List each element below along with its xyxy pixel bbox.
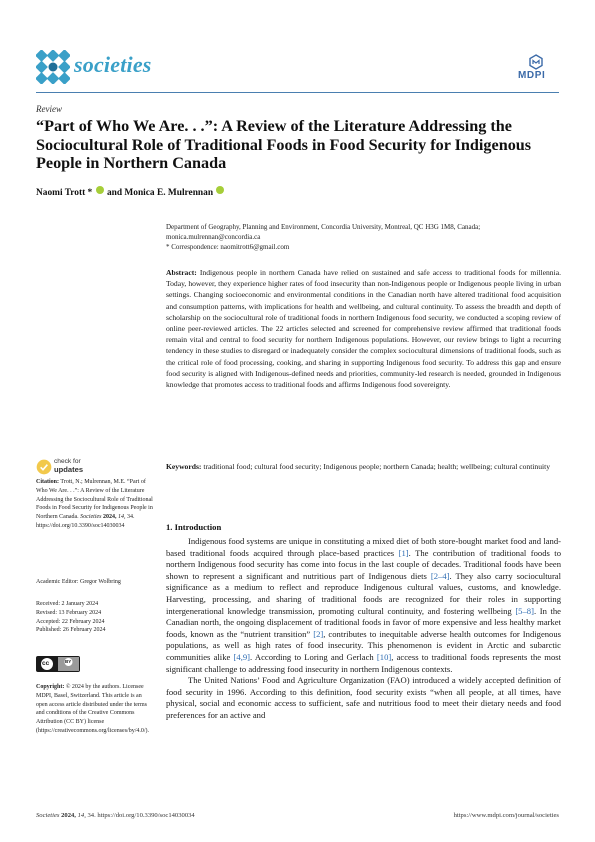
date-published: Published: 26 February 2024 [36, 627, 106, 634]
citation-label: Citation: [36, 479, 59, 485]
section-heading: 1. Introduction [166, 522, 222, 532]
journal-name: societies [74, 52, 152, 77]
keywords-text: traditional food; cultural food security; Indigenous people; northern Canada; health; wellbeing; cultural continuity [203, 462, 551, 471]
author-name[interactable]: Naomi Trott * [36, 188, 93, 198]
check-for-updates-line: check for [54, 458, 81, 465]
citation-journal: Societies [80, 514, 102, 521]
citation-link[interactable]: [4,9] [233, 651, 250, 662]
article-title: “Part of Who We Are. . .”: A Review of the Literature Addressing the Sociocultural Role of Traditional Foods in Food Security for Indigenous People in Northern Canada [36, 117, 532, 173]
header-rule [36, 92, 559, 93]
paragraph: The United Nations’ Food and Agriculture Organization (FAO) introduced a widely accepted definition of food security in 1996. According to this definition, food security exists “when all people, at all times, have physical, social and economic access to sufficient, safe and nutritious food to meet their dietary needs and food preferences for an active and [166, 675, 561, 720]
copyright-label: Copyright: [36, 684, 65, 690]
author-list [36, 186, 225, 198]
text-run: Indigenous food systems are unique in constituting a mixed diet of both store-bought market food and land-based traditional foods acquired through place-based practices [166, 536, 561, 558]
citation-link[interactable]: [10] [376, 651, 392, 662]
text-run: . In the Canadian north, the ongoing displacement of traditional foods in favor of more expensive and less healthy market foods, known as the “nutrient transition” [166, 605, 561, 639]
footer-volume: 14, [77, 812, 86, 819]
history-block [36, 600, 154, 635]
text-run: , contributes to inequitable adverse health outcomes for Indigenous populations, as well as high rates of food insecurity. This phenomenon is evident in Arctic and subarctic communities alike [166, 628, 561, 662]
citation-link[interactable]: [2–4] [430, 570, 450, 581]
check-for-updates-line: updates [54, 465, 84, 475]
copyright-text: © 2024 by the authors. Licensee MDPI, Basel, Switzerland. This article is an open access article distributed under the terms and conditions of the Creative Commons Attribution (CC BY) license (https://creativecommons.org/licenses/by/4.0/). [36, 684, 150, 734]
date-received: Received: 2 January 2024 [36, 601, 99, 607]
citation-text: Trott, N.; Mulrennan, M.E. “Part of Who We Are. . .”: A Review of the Literature Addressing the Sociocultural Role of Traditional Foods in Food Security for Indigenous People in Northern Canada. [36, 479, 153, 521]
keywords [166, 461, 561, 472]
keywords-label: Keywords: [166, 462, 202, 471]
citation-link[interactable]: [1] [398, 547, 409, 558]
orcid-icon[interactable] [216, 186, 224, 194]
affiliation-email[interactable]: monica.mulrennan@concordia.ca [166, 233, 261, 241]
copyright-block [36, 683, 154, 736]
affiliation-block [166, 222, 561, 252]
cc-by-license-badge[interactable] [36, 656, 80, 672]
abstract-label: Abstract: [166, 268, 197, 277]
cc-label: cc [42, 659, 50, 667]
text-run: . According to Loring and Gerlach [250, 651, 377, 662]
mdpi-wordmark: MDPI [518, 70, 546, 81]
mdpi-logo [515, 54, 557, 82]
footer-journal-url[interactable]: https://www.mdpi.com/journal/societies [453, 812, 559, 819]
footer-year: 2024, [61, 812, 76, 819]
footer-journal: Societies [36, 812, 60, 819]
affiliation-line: Department of Geography, Planning and Environment, Concordia University, Montreal, QC H3G 1M8, Canada; [166, 223, 481, 231]
text-run: . The contribution of traditional foods to northern Indigenous food security has come into focus in the last couple of decades. Traditional foods have been shown to represent a significant and nutritious part of Indigenous diets [166, 547, 561, 581]
orcid-icon[interactable] [96, 186, 104, 194]
footer-doi[interactable]: 34. https://doi.org/10.3390/soc14030034 [87, 812, 195, 819]
academic-editor: Academic Editor: Gregor Wolbring [36, 579, 121, 585]
check-for-updates-icon[interactable] [36, 459, 52, 475]
abstract [166, 267, 561, 390]
by-label: BY [65, 659, 72, 664]
citation-link[interactable]: [2] [313, 628, 324, 639]
text-run: , access to traditional foods represents the most significant challenge to addressing food insecurity in northern Indigenous contexts. [166, 651, 561, 674]
citation-year: 2024, [102, 514, 117, 521]
date-accepted: Accepted: 22 February 2024 [36, 618, 105, 625]
date-revised: Revised: 13 February 2024 [36, 609, 102, 616]
check-for-updates-label[interactable] [54, 458, 83, 475]
text-run: . They also carry sociocultural significance as a medium to reflect and reproduce Indigenous cultural values, customs, and knowledge. Harvesting, processing, and sharing of traditional foods are recognized for their roles in supporting intergenerational knowledge transmission, promoting cultural continuity, and fostering wellbeing [166, 570, 562, 616]
correspondence: * Correspondence: naomitrott6@gmail.com [166, 243, 290, 251]
citation-volume: 14, [117, 514, 126, 521]
citation-doi[interactable]: 34. https://doi.org/10.3390/soc14030034 [36, 514, 135, 529]
author-name[interactable]: Monica E. Mulrennan [124, 188, 214, 198]
footer-citation [36, 812, 195, 819]
article-type: Review [36, 104, 62, 114]
author-conjunction: and [106, 188, 123, 198]
paragraph [166, 536, 561, 675]
citation-block [36, 478, 154, 531]
abstract-text: Indigenous people in northern Canada have relied on sustained and safe access to traditional foods for millennia. Today, however, they experience higher rates of food insecurity than non-Indigenous people or Indigenous people living in urban settings. Changing socioeconomic and environmental conditions in the Canadian north have altered traditional food acquisition and consumption patterns, with implications for health and wellbeing, and cultural continuity. To assess the breadth and depth of scholarship on the sociocultural role of traditional foods in northern Indigenous food security, we conducted a scoping review of online peer-reviewed articles. The 22 articles selected and screened for comprehensive review affirmed that traditional foods remain vital and central to food security for northern Indigenous populations. However, our review brings to light a recurring tendency in these studies to disregard or inadequately consider the complex sociocultural dimensions of traditional foods, such as the critical role of food processing, cooking, and sharing in supporting Indigenous food security. To address this gap and ensure food security is aligned with Indigenous-defined needs and priorities, community-led research is needed, grounded in Indigenous knowledge that promotes access to traditional foods and affirms Indigenous food sovereignty. [166, 268, 561, 390]
citation-link[interactable]: [5–8] [515, 605, 534, 616]
societies-logo-icon [36, 50, 70, 84]
body-text [166, 536, 561, 722]
